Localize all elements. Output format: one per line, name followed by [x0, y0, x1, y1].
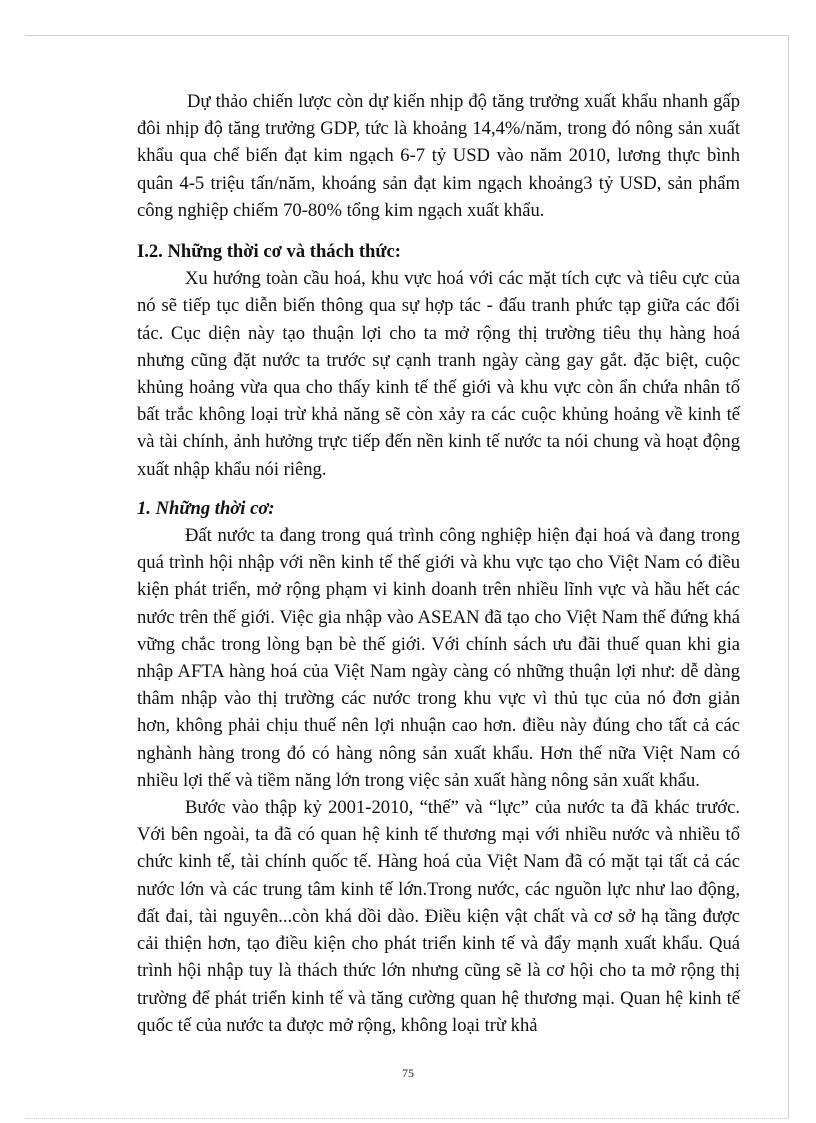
- subsection-heading: 1. Những thời cơ:: [137, 497, 275, 519]
- paragraph-strategy-draft: Dự thảo chiến lược còn dự kiến nhịp độ tăng trưởng xuất khẩu nhanh gấp đôi nhịp độ tăng trưởng GDP, tức là khoảng 14,4%/năm, trong đó nông sản xuất khẩu qua chế biến đạt kim ngạch 6-7 tỷ USD vào năm 2010, lương thực bình quân 4-5 triệu tấn/năm, khoáng sản đạt kim ngạch khoảng3 tỷ USD, sản phẩm công nghiệp chiếm 70-80% tổng kim ngạch xuất khẩu.: [137, 91, 740, 221]
- page-number: 75: [402, 1066, 414, 1080]
- document-body: [137, 88, 740, 1039]
- paragraph-globalization: Xu hướng toàn cầu hoá, khu vực hoá với các mặt tích cực và tiêu cực của nó sẽ tiếp tục diễn biến thông qua sự hợp tác - đấu tranh phức tạp giữa các đối tác. Cục diện này tạo thuận lợi cho ta mở rộng thị trường tiêu thụ hàng hoá nhưng cũng đặt nước ta trước sự cạnh tranh ngày càng gay gắt. đặc biệt, cuộc khủng hoảng vừa qua cho thấy kinh tế thế giới và khu vực còn ẩn chứa nhân tố bất trắc không loại trừ khả năng sẽ còn xảy ra các cuộc khủng hoảng về kinh tế và tài chính, ảnh hưởng trực tiếp đến nền kinh tế nước ta nói chung và hoạt động xuất nhập khẩu nói riêng.: [137, 268, 740, 480]
- section-heading: I.2. Những thời cơ và thách thức:: [137, 241, 401, 263]
- paragraph-decade-2001-2010: Bước vào thập kỷ 2001-2010, “thế” và “lực” của nước ta đã khác trước. Với bên ngoài, ta đã có quan hệ kinh tế thương mại với nhiều nước và nhiều tổ chức kinh tế, tài chính quốc tế. Hàng hoá của Việt Nam đã có mặt tại tất cả các nước lớn và các trung tâm kinh tế lớn.Trong nước, các nguồn lực như lao động, đất đai, tài nguyên...còn khá dồi dào. Điều kiện vật chất và cơ sở hạ tầng được cải thiện hơn, tạo điều kiện cho phát triển kinh tế và đẩy mạnh xuất khẩu. Quá trình hội nhập tuy là thách thức lớn nhưng cũng sẽ là cơ hội cho ta mở rộng thị trường để phát triển kinh tế và tăng cường quan hệ thương mại. Quan hệ kinh tế quốc tế của nước ta được mở rộng, không loại trừ khả: [137, 797, 740, 1036]
- paragraph-opportunities: Đất nước ta đang trong quá trình công nghiệp hiện đại hoá và đang trong quá trình hội nhập với nền kinh tế thế giới và khu vực tạo cho Việt Nam có điều kiện phát triển, mở rộng phạm vi kinh doanh trên nhiều lĩnh vực và hầu hết các nước trên thế giới. Việc gia nhập vào ASEAN đã tạo cho Việt Nam thế đứng khá vững chắc trong lòng bạn bè thế giới. Với chính sách ưu đãi thuế quan khi gia nhập AFTA hàng hoá của Việt Nam ngày càng có những thuận lợi như: dễ dàng thâm nhập vào thị trường các nước trong khu vực vì thủ tục của nó đơn giản hơn, không phải chịu thuế nên lợi nhuận cao hơn. điều này đúng cho tất cả các nghành hàng trong đó có hàng nông sản xuất khẩu. Hơn thế nữa Việt Nam có nhiều lợi thế và tiềm năng lớn trong việc sản xuất hàng nông sản xuất khẩu.: [137, 525, 740, 791]
